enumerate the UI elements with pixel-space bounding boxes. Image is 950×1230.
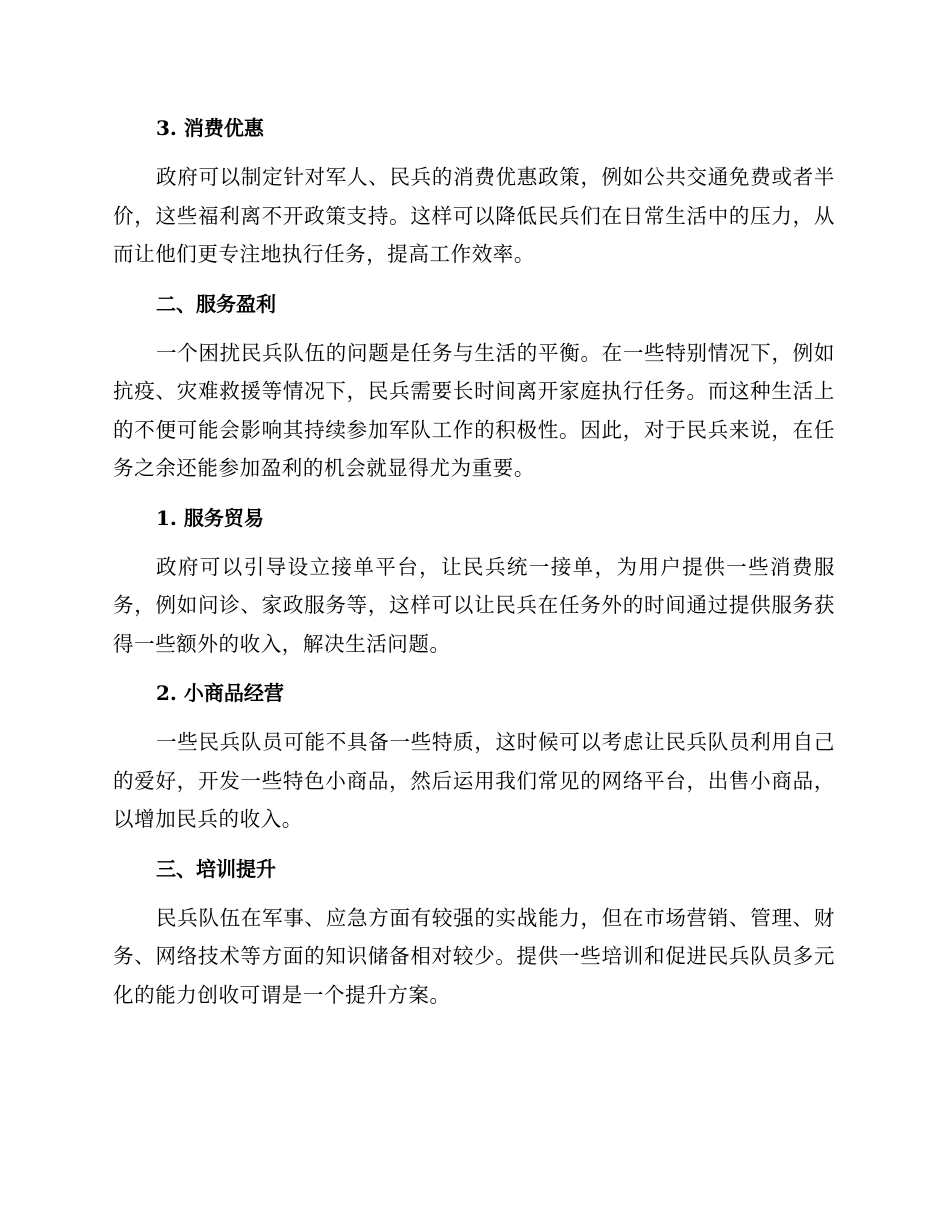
document-body: [113, 108, 835, 1024]
section-heading-training: 三、培训提升: [156, 856, 276, 881]
section-heading-service-profit: 二、服务盈利: [156, 291, 276, 316]
section-heading-consumer-discount: 3. 消费优惠: [156, 116, 264, 140]
paragraph-small-goods: 一些民兵队员可能不具备一些特质，这时候可以考虑让民兵队员利用自己的爱好，开发一些特色小商品，然后运用我们常见的网络平台，出售小商品，以增加民兵的收入。: [113, 730, 835, 831]
paragraph-training: 民兵队伍在军事、应急方面有较强的实战能力，但在市场营销、管理、财务、网络技术等方面的知识储备相对较少。提供一些培训和促进民兵队员多元化的能力创收可谓是一个提升方案。: [113, 905, 835, 1007]
section-heading-small-goods: 2. 小商品经营: [156, 681, 284, 705]
paragraph-consumer-discount: 政府可以制定针对军人、民兵的消费优惠政策，例如公共交通免费或者半价，这些福利离不开政策支持。这样可以降低民兵们在日常生活中的压力，从而让他们更专注地执行任务，提高工作效率。: [113, 165, 835, 266]
paragraph-service-profit: 一个困扰民兵队伍的问题是任务与生活的平衡。在一些特别情况下，例如抗疫、灾难救援等情况下，民兵需要长时间离开家庭执行任务。而这种生活上的不便可能会影响其持续参加军队工作的积极性。因此，对于民兵来说，在任务之余还能参加盈利的机会就显得尤为重要。: [113, 340, 835, 480]
paragraph-service-trade: 政府可以引导设立接单平台，让民兵统一接单，为用户提供一些消费服务，例如问诊、家政服务等，这样可以让民兵在任务外的时间通过提供服务获得一些额外的收入，解决生活问题。: [113, 554, 835, 656]
section-heading-service-trade: 1. 服务贸易: [156, 505, 264, 530]
